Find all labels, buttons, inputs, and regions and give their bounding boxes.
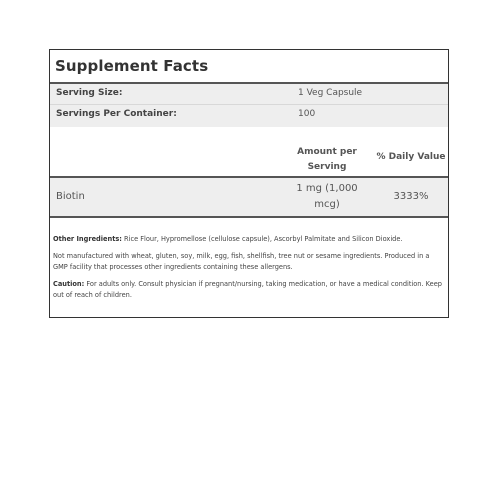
ingredient-amount <box>282 181 372 213</box>
label-notes <box>53 234 445 307</box>
amount-header-line2: Serving <box>307 162 347 172</box>
ingredient-amount-line1: 1 mg (1,000 <box>296 183 358 194</box>
servings-per-container-value: 100 <box>298 109 316 119</box>
servings-per-container-row <box>50 105 448 127</box>
other-ingredients-label: Other Ingredients: <box>53 235 122 243</box>
other-ingredients <box>53 234 445 245</box>
ingredient-daily-value: 3333% <box>393 191 429 202</box>
serving-size-label: Serving Size: <box>56 88 123 98</box>
serving-size-row <box>50 84 448 105</box>
daily-value-header: % Daily Value <box>376 152 446 162</box>
panel-title: Supplement Facts <box>55 57 209 75</box>
ingredient-amount-line2: mcg) <box>314 199 340 210</box>
amount-per-serving-header <box>282 145 372 175</box>
allergen-note: Not manufactured with wheat, gluten, soy, milk, egg, fish, shellfish, tree nut or sesame ingredients. Produced in a GMP facility that processes other ingredients containing these allergens. <box>53 252 430 271</box>
caution-text: For adults only. Consult physician if pregnant/nursing, taking medication, or have a medical condition. Keep out of reach of children. <box>53 280 442 299</box>
ingredient-name: Biotin <box>56 191 85 202</box>
other-ingredients-text: Rice Flour, Hypromellose (cellulose capsule), Ascorbyl Palmitate and Silicon Dioxide. <box>124 235 403 243</box>
amount-header-line1: Amount per <box>297 147 357 157</box>
ingredient-divider <box>50 216 448 218</box>
caution <box>53 279 445 301</box>
caution-label: Caution: <box>53 280 85 288</box>
supplement-facts-panel <box>49 49 449 318</box>
ingredient-row <box>50 178 448 216</box>
serving-size-value: 1 Veg Capsule <box>298 88 363 98</box>
servings-per-container-label: Servings Per Container: <box>56 109 177 119</box>
